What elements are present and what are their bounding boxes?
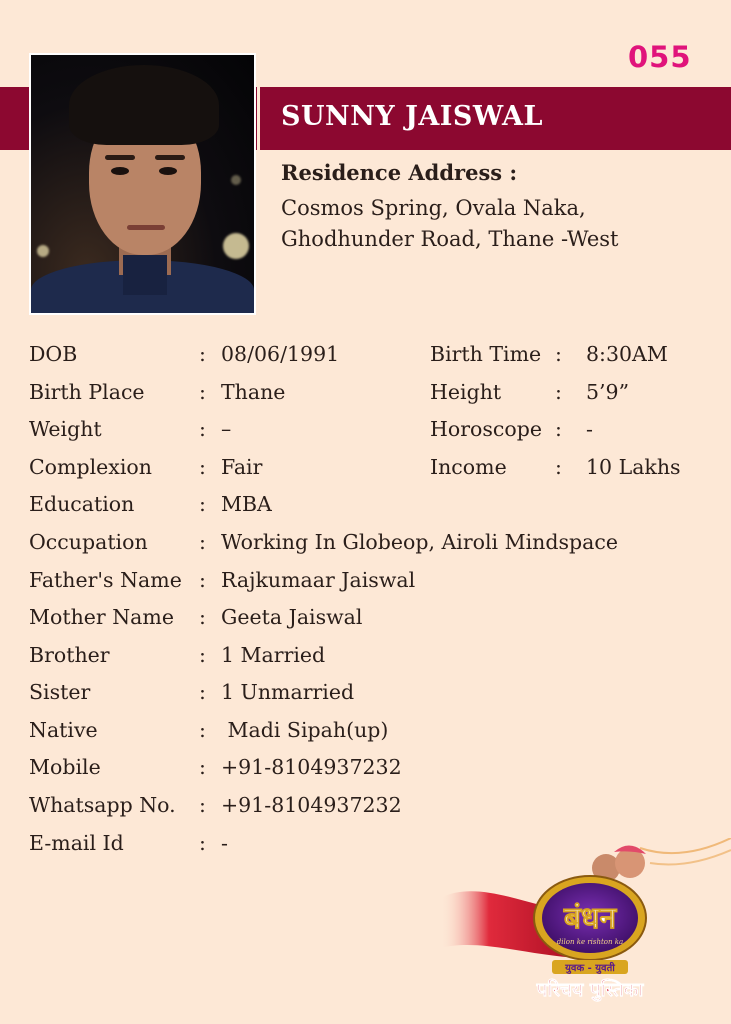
logo-bottom-text: परिचय पुस्तिका: [536, 979, 644, 1001]
birth-place-value: Thane: [221, 380, 286, 404]
weight-label: Weight: [29, 417, 102, 441]
height-colon: :: [555, 380, 562, 404]
fathers-name-label: Father's Name: [29, 568, 182, 592]
logo-tagline: dilon ke rishton ka: [556, 938, 624, 946]
profile-number: 055: [628, 40, 692, 74]
mobile-colon: :: [199, 755, 206, 779]
horoscope-colon: :: [555, 417, 562, 441]
education-value: MBA: [221, 492, 272, 516]
banner-divider: [257, 87, 260, 150]
residence-address-line-2: Ghodhunder Road, Thane -West: [281, 227, 619, 251]
complexion-colon: :: [199, 455, 206, 479]
email-value: -: [221, 831, 228, 855]
brother-label: Brother: [29, 643, 110, 667]
brother-value: 1 Married: [221, 643, 326, 667]
sister-colon: :: [199, 680, 206, 704]
birth-time-value: 8:30AM: [586, 342, 668, 366]
income-label: Income: [430, 455, 507, 479]
dob-label: DOB: [29, 342, 78, 366]
income-colon: :: [555, 455, 562, 479]
dob-colon: :: [199, 342, 206, 366]
email-colon: :: [199, 831, 206, 855]
native-label: Native: [29, 718, 98, 742]
birth-time-colon: :: [555, 342, 562, 366]
mother-name-label: Mother Name: [29, 605, 174, 629]
fathers-name-value: Rajkumaar Jaiswal: [221, 568, 416, 592]
occupation-colon: :: [199, 530, 206, 554]
mother-name-colon: :: [199, 605, 206, 629]
dob-value: 08/06/1991: [221, 342, 340, 366]
weight-colon: :: [199, 417, 206, 441]
horoscope-value: -: [586, 417, 593, 441]
complexion-value: Fair: [221, 455, 263, 479]
mother-name-value: Geeta Jaiswal: [221, 605, 363, 629]
mobile-label: Mobile: [29, 755, 101, 779]
height-value: 5’9”: [586, 380, 630, 404]
occupation-value: Working In Globeop, Airoli Mindspace: [221, 530, 618, 554]
occupation-label: Occupation: [29, 530, 148, 554]
sister-label: Sister: [29, 680, 91, 704]
residence-address-label: Residence Address :: [281, 160, 518, 185]
horoscope-label: Horoscope: [430, 417, 542, 441]
whatsapp-value: +91-8104937232: [221, 793, 402, 817]
mobile-value: +91-8104937232: [221, 755, 402, 779]
education-colon: :: [199, 492, 206, 516]
education-label: Education: [29, 492, 135, 516]
logo-subtitle: युवक - युवती: [565, 963, 615, 974]
residence-address-line-1: Cosmos Spring, Ovala Naka,: [281, 196, 586, 220]
birth-place-colon: :: [199, 380, 206, 404]
whatsapp-colon: :: [199, 793, 206, 817]
income-value: 10 Lakhs: [586, 455, 681, 479]
native-colon: :: [199, 718, 206, 742]
birth-time-label: Birth Time: [430, 342, 542, 366]
bandhan-logo: [440, 838, 731, 1024]
birth-place-label: Birth Place: [29, 380, 145, 404]
native-value: Madi Sipah(up): [221, 718, 389, 742]
sister-value: 1 Unmarried: [221, 680, 355, 704]
candidate-name: SUNNY JAISWAL: [281, 101, 543, 132]
email-label: E-mail Id: [29, 831, 124, 855]
fathers-name-colon: :: [199, 568, 206, 592]
complexion-label: Complexion: [29, 455, 152, 479]
logo-title: बंधन: [563, 901, 617, 936]
height-label: Height: [430, 380, 502, 404]
whatsapp-label: Whatsapp No.: [29, 793, 176, 817]
brother-colon: :: [199, 643, 206, 667]
profile-photo: [29, 53, 256, 315]
weight-value: –: [221, 417, 232, 441]
